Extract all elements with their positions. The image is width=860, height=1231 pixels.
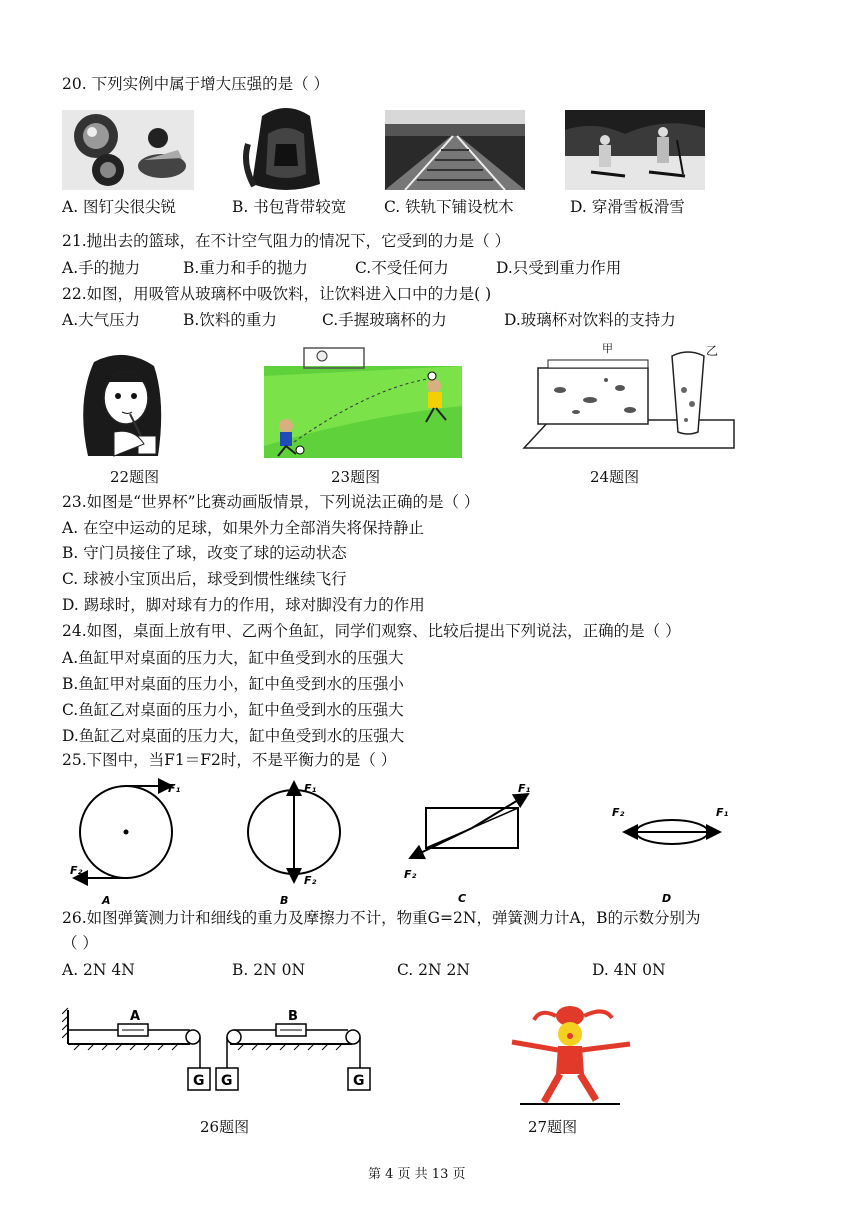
- caption-23: 23题图: [331, 468, 381, 486]
- diagram-b: [248, 782, 340, 907]
- b-letter: B: [280, 894, 289, 907]
- weight-g-3: G: [353, 1073, 365, 1089]
- q26-stem: 26.如图弹簧测力计和细线的重力及摩擦力不计，物重G=2N，弹簧测力计A，B的示数分别为: [62, 909, 701, 927]
- d-f2-label: F₂: [612, 806, 625, 819]
- q24-option-c: C.鱼缸乙对桌面的压力小，缸中鱼受到水的压强大: [62, 701, 404, 719]
- q23-option-d: D. 踢球时，脚对球有力的作用，球对脚没有力的作用: [62, 596, 425, 614]
- c-f2-label: F₂: [404, 868, 417, 881]
- q21-option-b: B.重力和手的抛力: [183, 259, 308, 277]
- b-f1-label: F₁: [304, 782, 317, 795]
- a-f2-label: F₂: [70, 864, 83, 877]
- q21-option-a: A.手的抛力: [62, 259, 141, 277]
- q20-option-a: A. 图钉尖很尖锐: [62, 198, 177, 216]
- railway-picture: [385, 110, 525, 190]
- q23-option-a: A. 在空中运动的足球，如果外力全部消失将保持静止: [62, 519, 425, 537]
- q22-option-b: B.饮料的重力: [183, 311, 277, 329]
- backpack-photo: [240, 104, 332, 194]
- q26-option-b: B. 2N 0N: [232, 961, 306, 979]
- q26-stem-paren: （ ）: [62, 934, 98, 952]
- weight-g-2: G: [221, 1073, 233, 1089]
- c-f1-label: F₁: [518, 782, 531, 795]
- caption-26: 26题图: [200, 1118, 250, 1136]
- thumbtack-picture: [62, 110, 194, 190]
- backpack-picture: [240, 104, 332, 194]
- q22-stem: 22.如图，用吸管从玻璃杯中吸饮料，让饮料进入口中的力是( ): [62, 285, 492, 303]
- tank-yi-label: 乙: [706, 344, 719, 358]
- caption-24: 24题图: [590, 468, 640, 486]
- q26-option-d: D. 4N 0N: [592, 961, 666, 979]
- q24-option-b: B.鱼缸甲对桌面的压力小，缸中鱼受到水的压强小: [62, 675, 404, 693]
- skiing-photo: [565, 110, 705, 190]
- weight-g-1: G: [193, 1073, 205, 1089]
- thumbtack-photo: [62, 110, 194, 190]
- clown-figure: [500, 994, 640, 1106]
- a-f1-label: F₁: [168, 782, 181, 795]
- spring-scale-diagram: [62, 1000, 382, 1100]
- q25-stem: 25.下图中，当F1＝F2时，不是平衡力的是（ ）: [62, 751, 397, 769]
- worldcup-figure: [264, 346, 462, 458]
- d-letter: D: [662, 892, 672, 905]
- skiing-picture: [565, 110, 705, 190]
- scale-b-label: B: [288, 1009, 298, 1024]
- q22-option-c: C.手握玻璃杯的力: [322, 311, 447, 329]
- fish-tanks-figure: [520, 340, 740, 452]
- q24-option-d: D.鱼缸乙对桌面的压力大，缸中鱼受到水的压强大: [62, 727, 405, 745]
- diagram-a: [70, 782, 181, 907]
- girl-drinking-drawing: [74, 352, 174, 458]
- railway-photo: [385, 110, 525, 190]
- q24-option-a: A.鱼缸甲对桌面的压力大，缸中鱼受到水的压强大: [62, 649, 404, 667]
- diagram-c: [404, 782, 531, 905]
- q26-option-a: A. 2N 4N: [62, 961, 135, 979]
- girl-drinking-figure: [74, 352, 174, 458]
- scale-a-label: A: [130, 1009, 141, 1024]
- q24-stem: 24.如图，桌面上放有甲、乙两个鱼缸，同学们观察、比较后提出下列说法，正确的是（ ）: [62, 622, 681, 640]
- q21-option-d: D.只受到重力作用: [496, 259, 622, 277]
- tank-jia-label: 甲: [602, 342, 613, 355]
- q23-option-c: C. 球被小宝顶出后，球受到惯性继续飞行: [62, 570, 347, 588]
- q23-option-b: B. 守门员接住了球，改变了球的运动状态: [62, 544, 347, 562]
- q20-stem: 20. 下列实例中属于增大压强的是（ ）: [62, 75, 330, 93]
- q25-force-diagrams: [60, 778, 760, 908]
- page-footer: 第 4 页 共 13 页: [368, 1167, 466, 1182]
- q22-option-d: D.玻璃杯对饮料的支持力: [504, 311, 676, 329]
- q21-option-c: C.不受任何力: [355, 259, 449, 277]
- worldcup-drawing: [264, 346, 462, 458]
- q20-option-d: D. 穿滑雪板滑雪: [570, 198, 685, 216]
- caption-27: 27题图: [528, 1118, 578, 1136]
- b-f2-label: F₂: [304, 874, 317, 887]
- q21-stem: 21.抛出去的篮球，在不计空气阻力的情况下，它受到的力是（ ）: [62, 232, 511, 250]
- a-letter: A: [102, 894, 111, 907]
- q26-option-c: C. 2N 2N: [397, 961, 470, 979]
- caption-22: 22题图: [110, 468, 160, 486]
- c-letter: C: [458, 892, 467, 905]
- d-f1-label: F₁: [716, 806, 729, 819]
- q20-option-c: C. 铁轨下铺设枕木: [384, 198, 514, 216]
- q22-option-a: A.大气压力: [62, 311, 141, 329]
- diagram-d: [612, 806, 729, 905]
- q23-stem: 23.如图是“世界杯”比赛动画版情景，下列说法正确的是（ ）: [62, 493, 480, 511]
- q20-option-b: B. 书包背带较宽: [232, 198, 347, 216]
